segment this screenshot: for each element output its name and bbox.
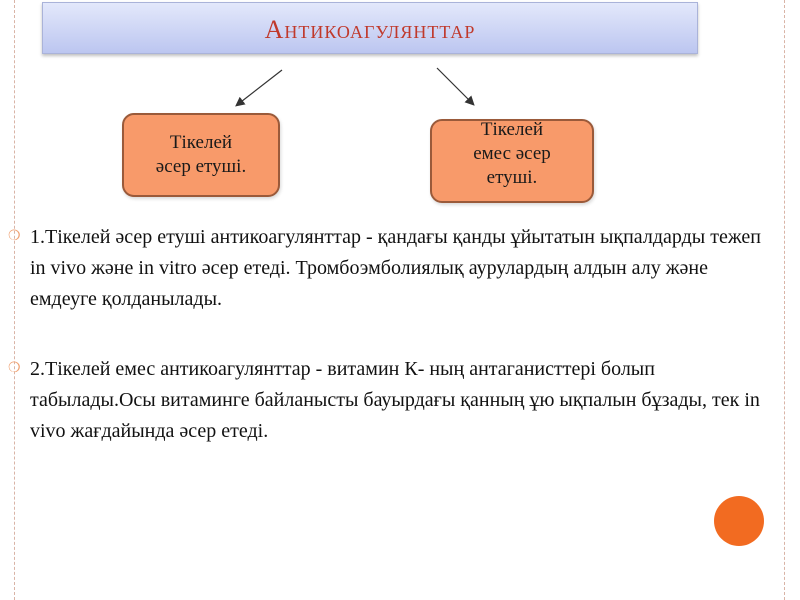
decorative-circle bbox=[714, 496, 764, 546]
node-indirect-acting bbox=[430, 119, 594, 203]
body-paragraph-1 bbox=[8, 222, 770, 315]
node-direct-acting-label: Тікелей әсер етуші. bbox=[155, 132, 247, 177]
bullet-icon: ❍ bbox=[8, 361, 21, 376]
node-direct-acting bbox=[122, 113, 280, 197]
paragraph-2-text: 2.Тікелей емес антикоагулянттар - витамин К- ның антаганисттері болып табылады.Осы витаминге байланысты бауырдағы қанның ұю ықпалын бұзады, тек in vivo жағдайында әсер етеді. bbox=[30, 358, 760, 442]
slide-title: Антикоагулянттар bbox=[264, 15, 476, 44]
arrow-right bbox=[437, 68, 473, 104]
body-paragraph-2 bbox=[8, 354, 770, 447]
paragraph-1-text: 1.Тікелей әсер етуші антикоагулянттар - қандағы қанды ұйытатын ықпалдарды тежеп in vivo және in vitro әсер етеді. Тромбоэмболиялық аурулардың алдын алу және емдеуге қолданылады. bbox=[30, 226, 761, 310]
node-indirect-acting-label: Тікелей емес әсер етуші. bbox=[473, 119, 551, 188]
arrow-left bbox=[237, 70, 282, 105]
bullet-icon: ❍ bbox=[8, 229, 21, 244]
